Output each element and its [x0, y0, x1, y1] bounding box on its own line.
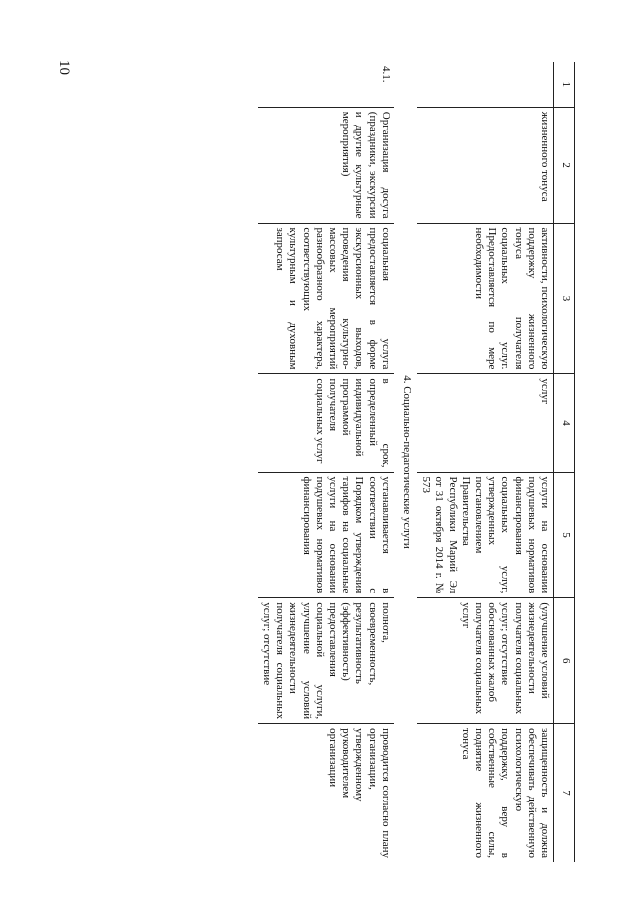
section-title: 4. Социально-педагогические услуги	[400, 375, 413, 549]
cell-service-name: жизненного тонуса	[417, 107, 554, 223]
cell-term: услуг	[417, 374, 554, 472]
header-col-5: 5	[554, 472, 575, 598]
header-col-3: 3	[554, 223, 575, 374]
page-number: 10	[56, 60, 72, 75]
header-col-4: 4	[554, 374, 575, 472]
rotated-table-container	[110, 62, 575, 862]
cell-quality-indicators: полнота, своевременность, результативность (эффективность) предоставления социальной услуги, улучшение условий жизнедеятельности получателя социальных услуг; отсутствие	[258, 598, 394, 724]
cell-quality-indicators: (улучшение условий жизнедеятельности получателя социальных услуг; отсутствие обоснованных жалоб получателя социальных услуг	[417, 598, 554, 724]
table-row-continued	[417, 62, 554, 862]
header-col-6: 6	[554, 598, 575, 724]
table-header-row	[554, 62, 575, 862]
cell-description: активности, психологическую поддержку жизненного тонуса получателя социальных услуг. Предоставляется по мере необходимости	[417, 223, 554, 374]
cell-conditions: защищенность и должна обеспечивать действенную психологическую поддержку, веру в собственные силы, поднятие жизненного тонуса	[417, 724, 554, 862]
cell-number	[417, 62, 554, 107]
header-col-7: 7	[554, 724, 575, 862]
section-title-row	[394, 62, 417, 862]
cell-number: 4.1.	[379, 66, 392, 83]
services-table	[258, 62, 575, 862]
cell-tariff: устанавливается в соответствии с Порядком утверждения тарифов на социальные услуги на основании подушевых нормативов финансирования	[258, 472, 394, 598]
header-col-1: 1	[554, 62, 575, 107]
cell-conditions: проводится согласно плану организации, утвержденному руководителем организации	[258, 724, 394, 862]
cell-term: в срок, определенный индивидуальной программой получателя социальных услуг	[258, 374, 394, 472]
header-col-2: 2	[554, 107, 575, 223]
table-row-4-1	[258, 62, 394, 862]
cell-tariff: услуги на основании подушевых нормативов финансирования социальных услуг, утвержденных постановлением Правительства Республики Марий Эл от 31 октября 2014 г. № 573	[417, 472, 554, 598]
cell-description: социальная услуга предоставляется в форме экскурсионных выходов, проведения культурно-массовых мероприятий разнообразного характера, соответствующих культурным и духовным запросам	[258, 223, 394, 374]
cell-service-name: Организация досуга (праздники, экскурсии и другие культурные мероприятия)	[258, 107, 394, 223]
